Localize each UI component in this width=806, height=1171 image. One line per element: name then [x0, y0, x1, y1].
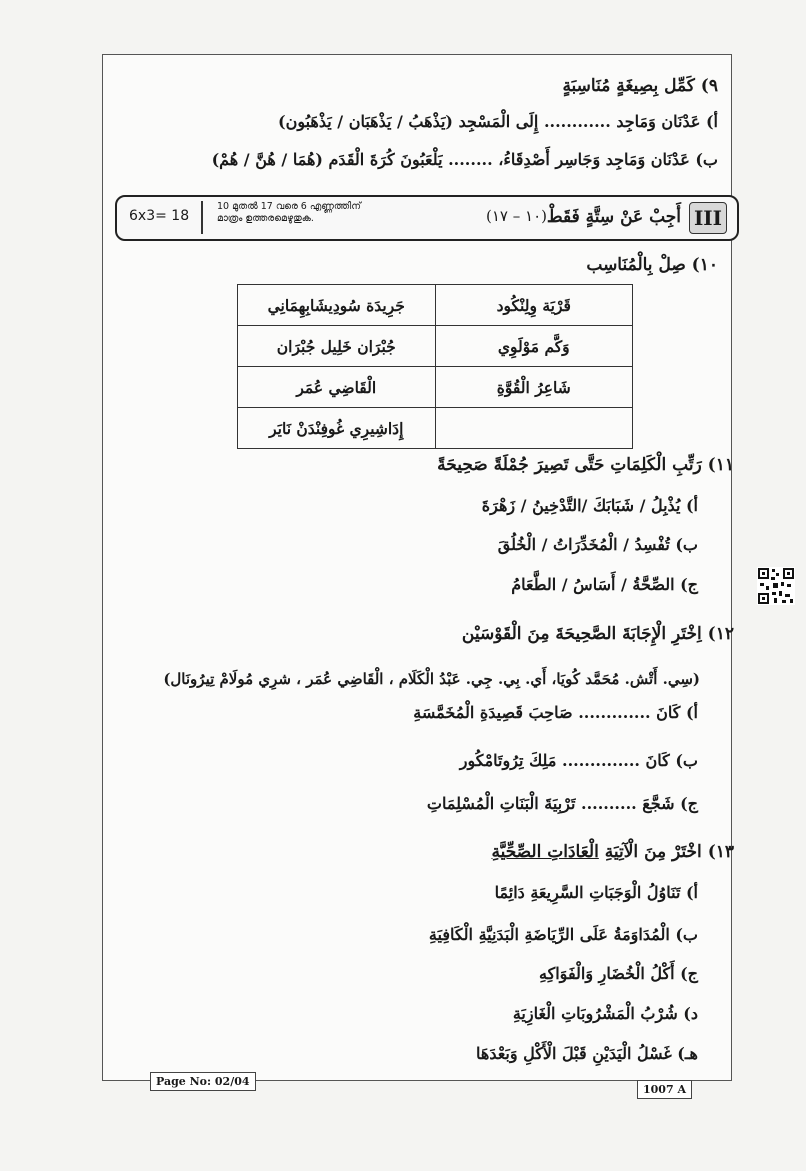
q9-item-a: أ) عَدْنَان وَمَاجِد ............ إِلَى الْمَسْجِد (يَذْهَبُ / يَذْهَبَان / يَذْهَبُون)	[278, 112, 718, 131]
q9-title: ٩) كَمِّل بِصِيغَةٍ مُنَاسِبَةٍ	[562, 76, 718, 96]
table-row	[238, 285, 633, 326]
section-instruction: أَجِبْ عَنْ سِتَّةٍ فَقَطْ	[546, 207, 681, 227]
table-row	[238, 367, 633, 408]
table-row	[238, 408, 633, 449]
malayalam-instruction: 10 മുതൽ 17 വരെ 6 എണ്ണത്തിന് മാത്രം ഉത്തരമെഴുതുക.	[217, 201, 361, 224]
section-roman-numeral: III	[689, 202, 727, 234]
table-cell-right: وَكَّم مَوْلَوِي	[435, 326, 633, 367]
qr-code-icon	[757, 567, 795, 605]
q12-item-a: أ) كَانَ ............. صَاحِبَ قَصِيدَةِ الْمُخَمَّسَةِ	[413, 703, 698, 722]
q11-item-b: ب) تُفْسِدُ / الْمُخَدِّرَاتُ / الْخُلُقَ	[497, 535, 698, 554]
q11-item-c: ج) الصِّحَّةُ / أَسَاسُ / الطَّعَامُ	[511, 575, 698, 594]
q12-item-c: ج) شَجَّعَ .......... تَرْبِيَةَ الْبَنَاتِ الْمُسْلِمَاتِ	[426, 794, 698, 813]
table-cell-right: قَرْيَة وِلِنْكُود	[435, 285, 633, 326]
table-cell-left: الْقَاضِي عُمَر	[238, 367, 436, 408]
page-number: Page No: 02/04	[150, 1072, 256, 1091]
paper-code: 1007 A	[637, 1080, 692, 1099]
table-row	[238, 326, 633, 367]
q12-options: (سِي. أَتْش. مُحَمَّد كُويَا، أَي. بِي. جِي. عَبْدُ الْكَلَام ، الْقَاضِي عُمَر ، شرِي مُولَامْ تِيرُونَال)	[163, 670, 700, 688]
table-cell-right	[435, 408, 633, 449]
q13-title: ١٣) اخْتَرْ مِنَ الْآتِيَةِ الْعَادَاتِ الصِّحِّيَّةِ	[491, 842, 734, 862]
q12-title: ١٢) اِخْتَرِ الْإِجَابَةَ الصَّحِيحَةَ مِنَ الْقَوْسَيْن	[461, 624, 734, 644]
q12-item-b: ب) كَانَ .............. مَلِكَ تِرُوتَامْكُور	[459, 751, 698, 770]
q10-title: ١٠) صِلْ بِالْمُنَاسِب	[586, 255, 718, 275]
table-cell-right: شَاعِرُ الْقُوَّةِ	[435, 367, 633, 408]
q13-item-c: ج) أَكْلُ الْخُضَارِ وَالْفَوَاكِهِ	[539, 964, 698, 983]
q9-item-b: ب) عَدْنَان وَمَاجِد وَجَاسِر أَصْدِقَاءُ، ........ يَلْعَبُونَ كُرَةَ الْقَدَم (هُمَا / هُنَّ / هُمْ)	[211, 150, 718, 169]
q11-item-a: أ) يُذْبِلُ / شَبَابَكَ /التَّدْخِينُ / زَهْرَةَ	[481, 496, 698, 515]
q13-title-underlined: الْعَادَاتِ الصِّحِّيَّةِ	[491, 842, 599, 862]
divider	[201, 201, 203, 234]
section-header	[115, 195, 739, 241]
q13-item-b: ب) الْمُدَاوَمَةُ عَلَى الرِّيَاضَةِ الْبَدَنِيَّةِ الْكَافِيَةِ	[428, 925, 698, 944]
section-range: (١٠ – ١٧)	[485, 207, 547, 225]
q13-item-e: هـ) غَسْلُ الْيَدَيْنِ قَبْلَ الْأَكْلِ وَبَعْدَهَا	[476, 1044, 698, 1063]
q13-item-a: أ) تَنَاوُلُ الْوَجَبَاتِ السَّرِيعَةِ دَائِمًا	[494, 883, 698, 902]
q11-title: ١١) رَتِّبِ الْكَلِمَاتِ حَتَّى تَصِيرَ جُمْلَةً صَحِيحَةً	[437, 455, 734, 475]
section-score: 6x3= 18	[129, 208, 190, 224]
table-cell-left: جُبْرَان خَلِيل جُبْرَان	[238, 326, 436, 367]
table-cell-left: إِدَاشِيرِي غُوفِنْدَنْ نَايَر	[238, 408, 436, 449]
table-cell-left: جَرِيدَة سُودِيشَابِهِمَانِي	[238, 285, 436, 326]
q13-item-d: د) شُرْبُ الْمَشْرُوبَاتِ الْغَازِيَةِ	[512, 1004, 698, 1023]
match-table	[237, 284, 633, 449]
